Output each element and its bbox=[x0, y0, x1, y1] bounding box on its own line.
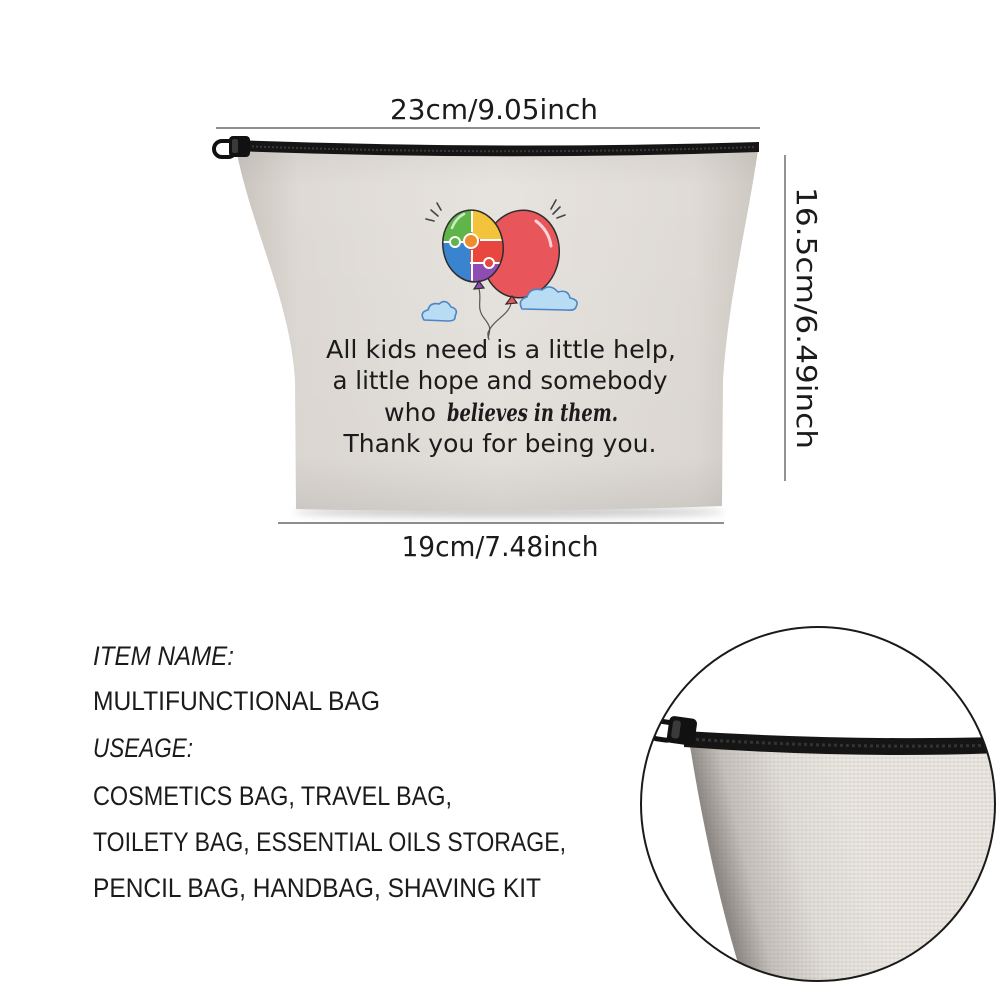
usage-line: TOILETY BAG, ESSENTIAL OILS STORAGE, bbox=[93, 827, 566, 857]
quote-line-3-start: who bbox=[384, 398, 436, 427]
side-dimension bbox=[785, 155, 823, 481]
quote-line-3-emphasis: believes in them. bbox=[447, 398, 618, 427]
top-dimension-label: 23cm/9.05inch bbox=[390, 93, 598, 126]
usage-line: COSMETICS BAG, TRAVEL BAG, bbox=[93, 781, 452, 811]
quote-line-4: Thank you for being you. bbox=[342, 429, 657, 458]
item-name-value: MULTIFUNCTIONAL BAG bbox=[93, 686, 380, 716]
bottom-dimension-label: 19cm/7.48inch bbox=[401, 530, 599, 563]
item-name-label: ITEM NAME: bbox=[93, 641, 234, 671]
side-dimension-label: 16.5cm/6.49inch bbox=[790, 187, 823, 423]
usage-line: PENCIL BAG, HANDBAG, SHAVING KIT bbox=[93, 873, 541, 903]
quote-line-1: All kids need is a little help, bbox=[326, 335, 676, 364]
bag-photo bbox=[214, 136, 759, 517]
zipper-pull-icon bbox=[214, 136, 250, 157]
quote-line-2: a little hope and somebody bbox=[332, 366, 668, 395]
zipper-closeup-icon bbox=[640, 626, 1000, 1000]
spec-list bbox=[93, 641, 566, 903]
top-dimension bbox=[216, 93, 760, 128]
usage-label: USEAGE: bbox=[93, 733, 193, 763]
bottom-dimension bbox=[278, 523, 724, 563]
